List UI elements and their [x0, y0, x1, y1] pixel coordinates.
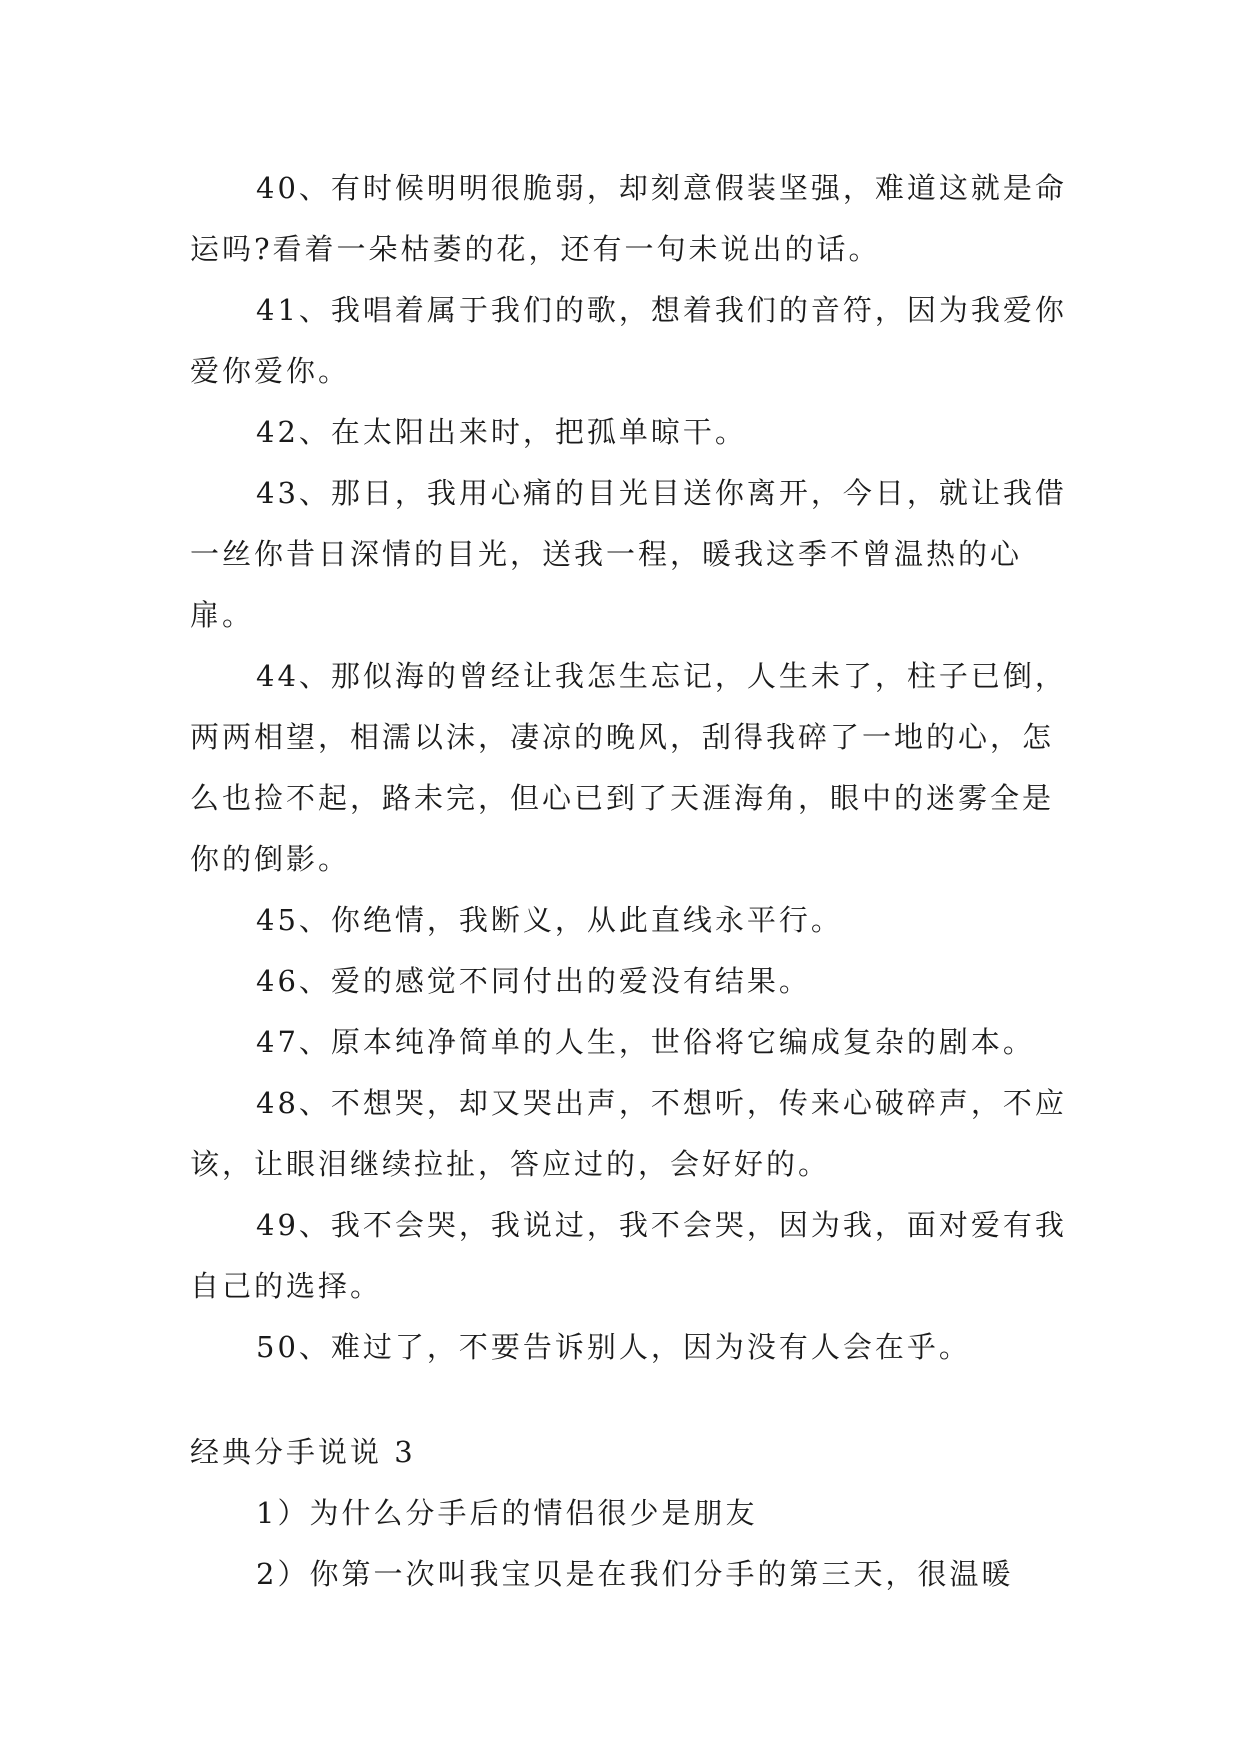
paragraph-44: 44、那似海的曾经让我怎生忘记，人生未了，柱子已倒，两两相望，相濡以沫，凄凉的晚风，刮得我碎了一地的心，怎么也捡不起，路未完，但心已到了天涯海角，眼中的迷雾全是你的倒影。: [190, 659, 1067, 876]
paragraph-49: 49、我不会哭，我说过，我不会哭，因为我，面对爱有我自己的选择。: [190, 1208, 1067, 1303]
paragraph-45: 45、你绝情，我断义，从此直线永平行。: [256, 903, 843, 937]
document-body: [190, 158, 1070, 1605]
section-item-2: 2）你第一次叫我宝贝是在我们分手的第三天，很温暖: [256, 1557, 1014, 1591]
paragraph-41: 41、我唱着属于我们的歌，想着我们的音符，因为我爱你爱你爱你。: [190, 293, 1067, 388]
section-item-1: 1）为什么分手后的情侣很少是朋友: [256, 1496, 758, 1530]
paragraph-48: 48、不想哭，却又哭出声，不想听，传来心破碎声，不应该，让眼泪继续拉扯，答应过的，会好好的。: [190, 1086, 1067, 1181]
section-heading: 经典分手说说 3: [190, 1435, 416, 1469]
paragraph-42: 42、在太阳出来时，把孤单晾干。: [256, 415, 747, 449]
paragraph-43: 43、那日，我用心痛的目光目送你离开，今日，就让我借一丝你昔日深情的目光，送我一程，暖我这季不曾温热的心扉。: [190, 476, 1067, 632]
paragraph-40: 40、有时候明明很脆弱，却刻意假装坚强，难道这就是命运吗?看着一朵枯萎的花，还有一句未说出的话。: [190, 171, 1067, 266]
paragraph-47: 47、原本纯净简单的人生，世俗将它编成复杂的剧本。: [256, 1025, 1035, 1059]
paragraph-46: 46、爱的感觉不同付出的爱没有结果。: [256, 964, 811, 998]
paragraph-50: 50、难过了，不要告诉别人，因为没有人会在乎。: [256, 1330, 971, 1364]
